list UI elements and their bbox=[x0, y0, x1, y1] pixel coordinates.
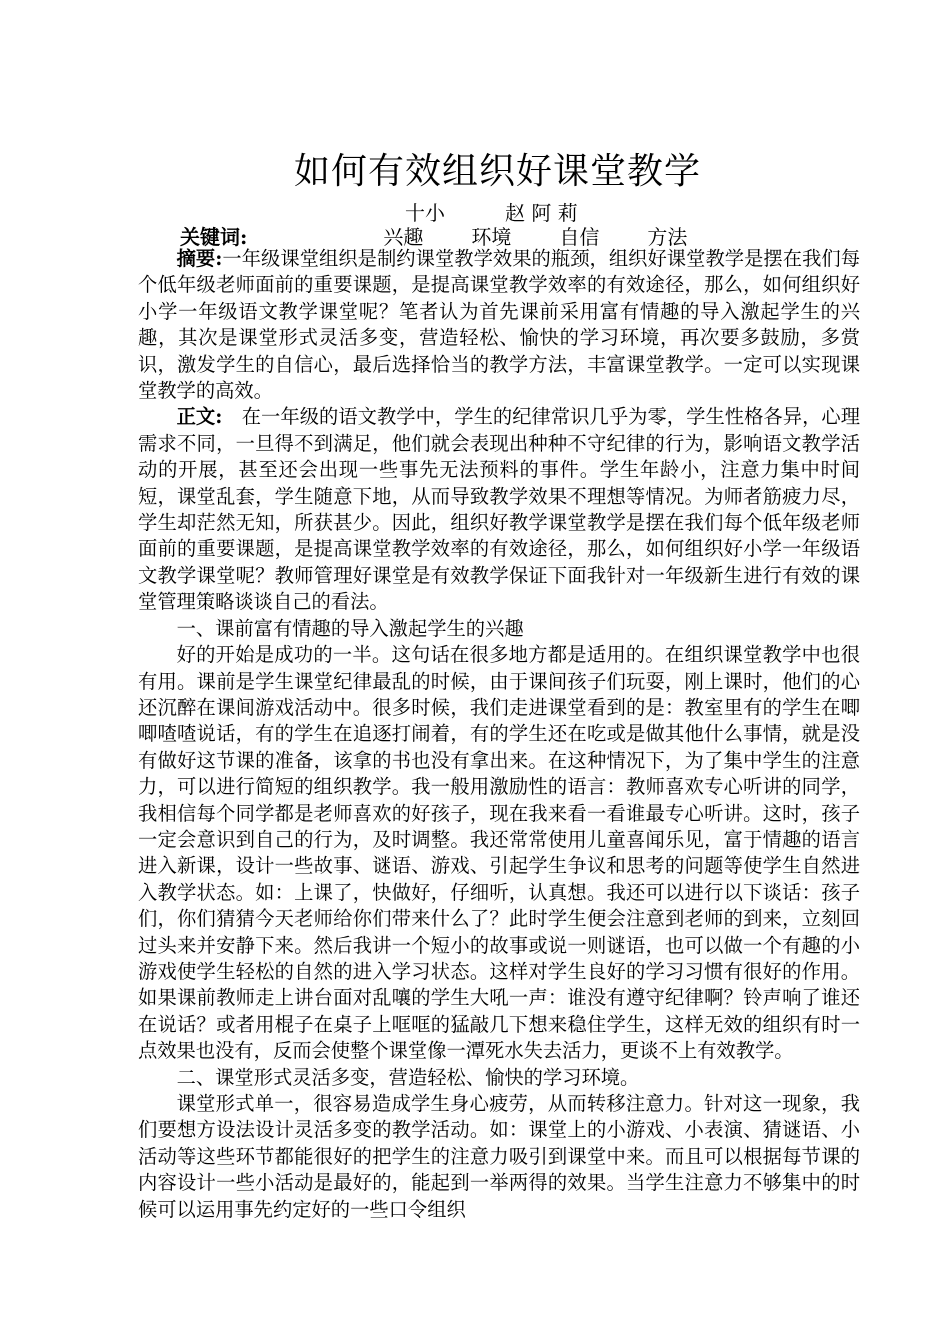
body-intro-paragraph bbox=[138, 404, 860, 615]
body-label: 正文: bbox=[176, 405, 223, 429]
keyword-item: 环境 bbox=[471, 225, 512, 249]
section-paragraph-1: 好的开始是成功的一半。这句话在很多地方都是适用的。在组织课堂教学中也很有用。课前是学生课堂纪律最乱的时候，由于课间孩子们玩耍，刚上课时，他们的心还沉醉在课间游戏活动中。很多时候，我们走进课堂看到的是：教室里有的学生在唧唧喳喳说话，有的学生在追逐打闹着，有的学生还在吃或是做其他什么事情，就是没有做好这节课的准备，该拿的书也没有拿出来。在这种情况下，为了集中学生的注意力，可以进行简短的组织教学。我一般用激励性的语言：教师喜欢专心听讲的同学，我相信每个同学都是老师喜欢的好孩子，现在我来看一看谁最专心听讲。这时，孩子一定会意识到自己的行为，及时调整。我还常常使用儿童喜闻乐见，富于情趣的语言进入新课，设计一些故事、谜语、游戏、引起学生争议和思考的问题等使学生自然进入教学状态。如：上课了，快做好，仔细听，认真想。我还可以进行以下谈话：孩子们，你们猜猜今天老师给你们带来什么了？此时学生便会注意到老师的到来，立刻回过头来并安静下来。然后我讲一个短小的故事或说一则谜语，也可以做一个有趣的小游戏使学生轻松的自然的进入学习状态。这样对学生良好的学习习惯有很好的作用。如果课前教师走上讲台面对乱嚷的学生大吼一声：谁没有遵守纪律啊？铃声响了谁还在说话？或者用棍子在桌子上哐哐的猛敲几下想来稳住学生，这样无效的组织有时一点效果也没有，反而会使整个课堂像一潭死水失去活力，更谈不上有效教学。 bbox=[138, 643, 860, 1063]
keyword-item: 自信 bbox=[559, 225, 600, 249]
body-intro-text: 在一年级的语文教学中，学生的纪律常识几乎为零，学生性格各异，心理需求不同，一旦得不到满足，他们就会表现出种种不守纪律的行为，影响语文教学活动的开展，甚至还会出现一些事先无法预料的事件。学生年龄小，注意力集中时间短，课堂乱套，学生随意下地，从而导致教学效果不理想等情况。为师者筋疲力尽，学生却茫然无知，所获甚少。因此，组织好教学课堂教学是摆在我们每个低年级老师面前的重要课题，是提高课堂教学效率的有效途径，那么，如何组织好小学一年级语文教学课堂呢？教师管理好课堂是有效教学保证下面我针对一年级新生进行有效的课堂管理策略谈谈自己的看法。 bbox=[138, 405, 860, 614]
keywords-label: 关键词: bbox=[180, 225, 248, 249]
abstract-text: 一年级课堂组织是制约课堂教学效果的瓶颈，组织好课堂教学是摆在我们每个低年级老师面前的重要课题，是提高课堂教学效率的有效途径，那么，如何组织好小学一年级语文教学课堂呢？笔者认为首先课前采用富有情趣的导入激起学生的兴趣，其次是课堂形式灵活多变，营造轻松、愉快的学习环境，再次要多鼓励，多赏识，激发学生的自信心，最后选择恰当的教学方法，丰富课堂教学。一定可以实现课堂教学的高效。 bbox=[138, 247, 860, 403]
abstract-label: 摘要: bbox=[176, 247, 223, 270]
section-heading-1: 一、课前富有情趣的导入激起学生的兴趣 bbox=[176, 616, 524, 640]
section-heading-2: 二、课堂形式灵活多变，营造轻松、愉快的学习环境。 bbox=[176, 1065, 640, 1089]
document-title: 如何有效组织好课堂教学 bbox=[293, 151, 701, 192]
section-paragraph-2: 课堂形式单一，很容易造成学生身心疲劳，从而转移注意力。针对这一现象，我们要想方设法设计灵活多变的教学活动。如：课堂上的小游戏、小表演、猜谜语、小活动等这些环节都能很好的把学生的注意力吸引到课堂中来。而且可以根据每节课的内容设计一些小活动是最好的，能起到一举两得的效果。当学生注意力不够集中的时候可以运用事先约定好的一些口令组织 bbox=[138, 1092, 860, 1221]
keyword-item: 兴趣 bbox=[383, 225, 424, 249]
document-body bbox=[138, 246, 860, 1223]
author-line: 十小 赵 阿 莉 bbox=[405, 201, 578, 225]
keyword-item: 方法 bbox=[647, 225, 688, 249]
abstract-paragraph bbox=[138, 246, 860, 404]
